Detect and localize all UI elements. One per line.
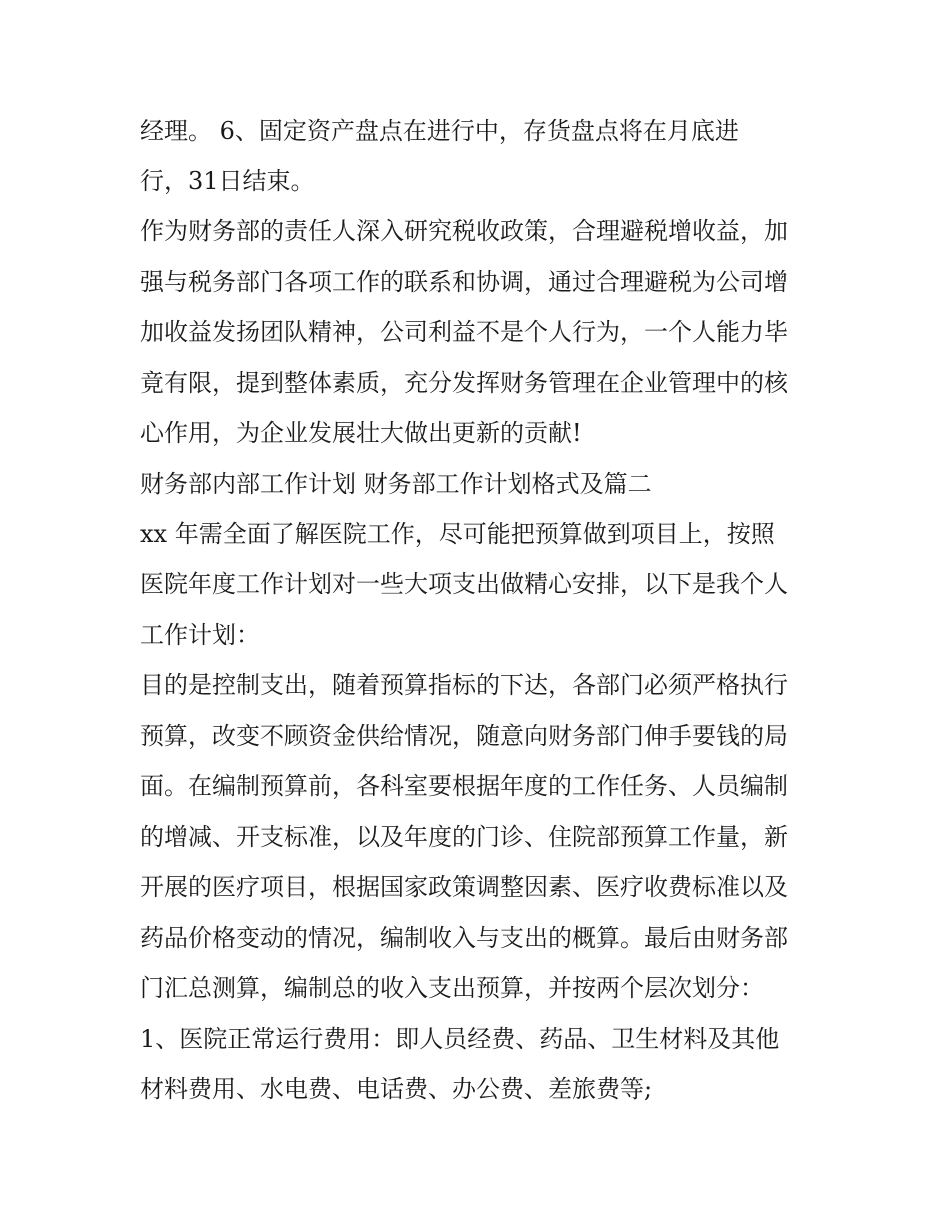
text-line: 强与税务部门各项工作的联系和协调，通过合理避税为公司增 bbox=[140, 268, 788, 296]
text-line: 作为财务部的责任人深入研究税收政策，合理避税增收益，加 bbox=[140, 217, 788, 245]
text-line: 药品价格变动的情况，编制收入与支出的概算。最后由财务部 bbox=[140, 924, 788, 952]
text-line: 的增减、开支标准，以及年度的门诊、住院部预算工作量，新 bbox=[140, 823, 788, 851]
text-line: 医院年度工作计划对一些大项支出做精心安排，以下是我个人 bbox=[140, 570, 788, 598]
text-line: 行，31日结束。 bbox=[140, 167, 315, 195]
text-line: xx 年需全面了解医院工作，尽可能把预算做到项目上，按照 bbox=[140, 520, 775, 548]
text-line: 工作计划： bbox=[140, 621, 260, 649]
text-line: 加收益发扬团队精神，公司利益不是个人行为，一个人能力毕 bbox=[140, 318, 788, 346]
text-line: 1、医院正常运行费用：即人员经费、药品、卫生材料及其他 bbox=[140, 1025, 780, 1053]
text-line: 心作用，为企业发展壮大做出更新的贡献! bbox=[140, 419, 582, 447]
text-line: 面。在编制预算前，各科室要根据年度的工作任务、人员编制 bbox=[140, 772, 788, 800]
text-line: 开展的医疗项目，根据国家政策调整因素、医疗收费标准以及 bbox=[140, 873, 788, 901]
section-heading: 财务部内部工作计划 财务部工作计划格式及篇二 bbox=[140, 470, 652, 498]
text-line: 材料费用、水电费、电话费、办公费、差旅费等; bbox=[140, 1075, 653, 1103]
text-line: 门汇总测算，编制总的收入支出预算，并按两个层次划分： bbox=[140, 974, 764, 1002]
text-line: 目的是控制支出，随着预算指标的下达，各部门必须严格执行 bbox=[140, 671, 788, 699]
text-line: 预算，改变不顾资金供给情况，随意向财务部门伸手要钱的局 bbox=[140, 722, 788, 750]
text-line: 竟有限，提到整体素质，充分发挥财务管理在企业管理中的核 bbox=[140, 369, 788, 397]
text-line: 经理。 6、固定资产盘点在进行中，存货盘点将在月底进 bbox=[140, 117, 739, 145]
